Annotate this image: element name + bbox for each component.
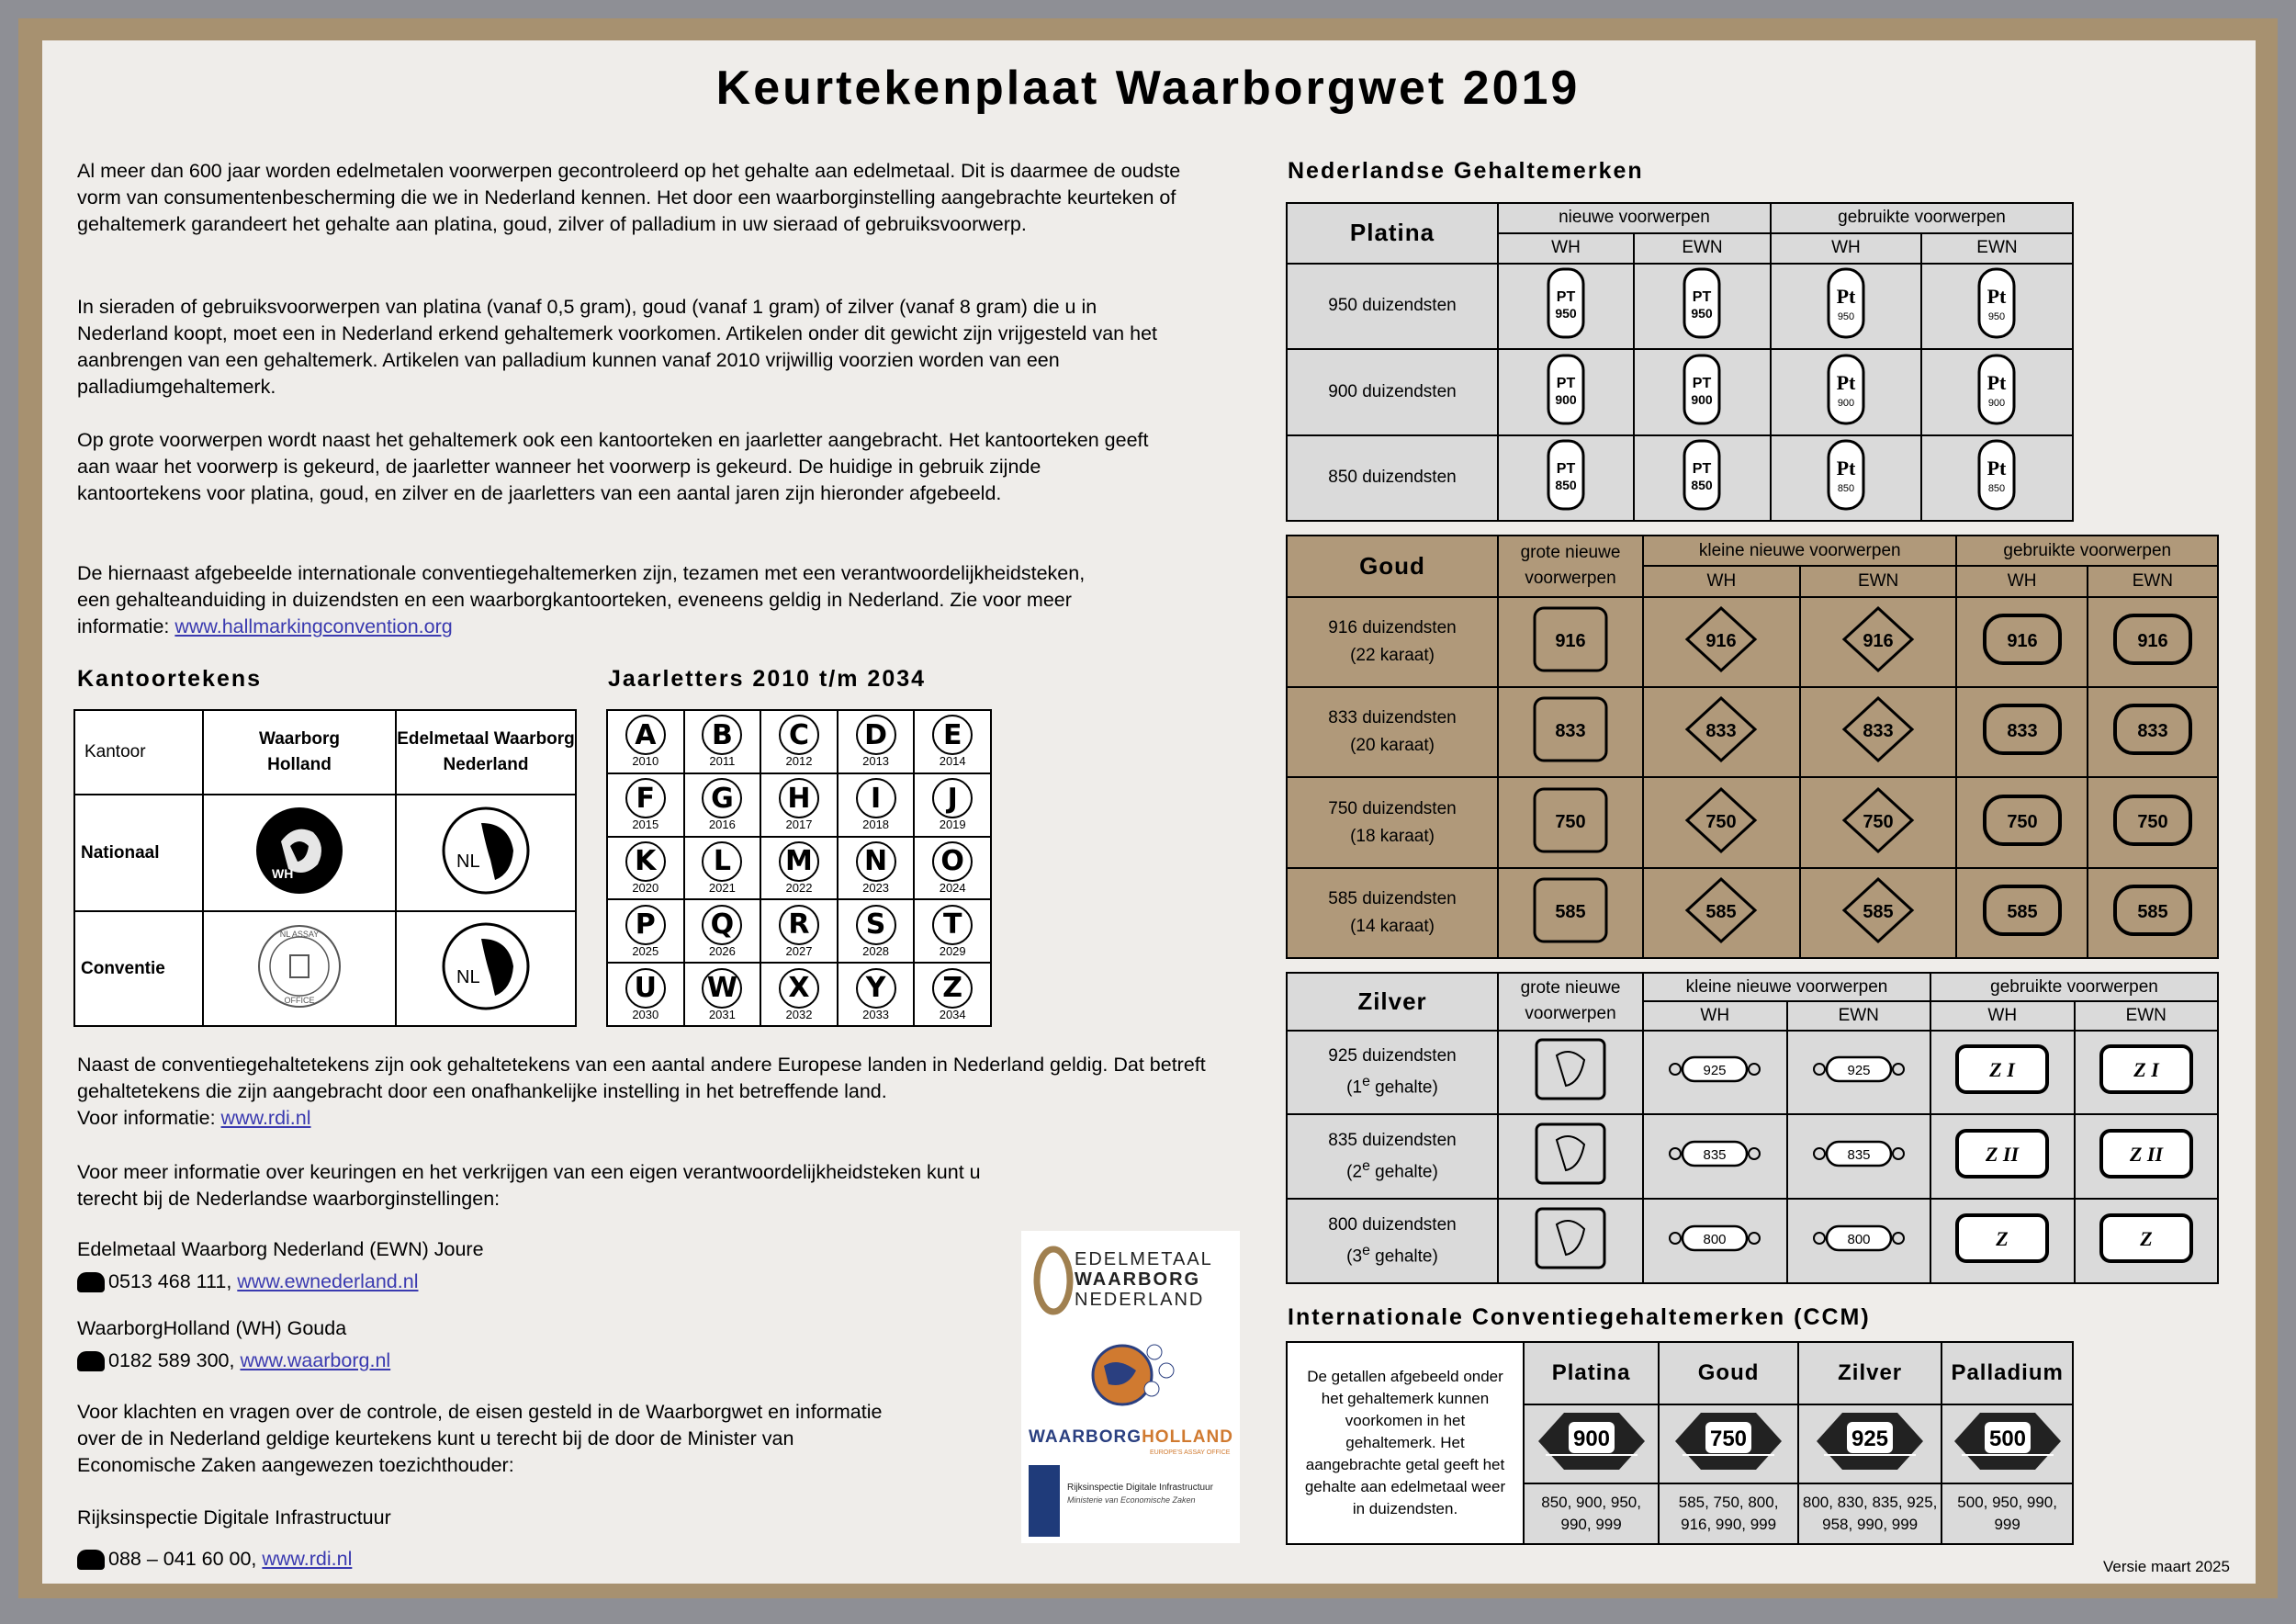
goud-row [1287, 597, 2218, 687]
zilver-small-header: kleine nieuwe voorwerpen [1643, 973, 1930, 1001]
svg-text:950: 950 [1555, 306, 1577, 321]
more-info-paragraph: Voor meer informatie over keuringen en het verkrijgen van een eigen verantwoordelijkheidsteken kunt u terecht bij de Nederlandse waarborginstellingen: [77, 1161, 981, 1210]
ewn-contact: Edelmetaal Waarborg Nederland (EWN) Joure 0513 468 111, www.ewnederland.nl [77, 1238, 484, 1292]
goud-row [1287, 777, 2218, 867]
jaarletter-cell [684, 963, 761, 1026]
svg-text:PT: PT [1693, 461, 1712, 478]
jaarletter-cell [607, 710, 684, 773]
jaarletter-cell [607, 837, 684, 900]
zilver-row [1287, 1114, 2218, 1199]
ccm-note: De getallen afgebeeld onder het gehaltemerk kunnen voorkomen in het gehaltemerk. Het aangebrachte getal geeft het gehalte aan edelmetaal weer in duizendsten. [1287, 1342, 1524, 1544]
goud-row-label: 833 duizendsten (20 karaat) [1287, 687, 1498, 777]
svg-text:750: 750 [2006, 811, 2038, 832]
intro-paragraph-4 [77, 560, 1087, 640]
platina-used-ewn: EWN [1921, 233, 2073, 264]
svg-text:OFFICE: OFFICE [284, 995, 315, 1005]
svg-text:900: 900 [1837, 397, 1855, 409]
jaarletter-year: 2029 [939, 943, 966, 958]
jaarletter-letter: I [856, 778, 896, 818]
jaarletter-year: 2012 [785, 754, 813, 769]
zilver-table [1286, 972, 2219, 1284]
jaarletter-year: 2017 [785, 818, 813, 832]
jaarletter-letter: E [932, 715, 973, 755]
zilver-row-label: 925 duizendsten (1e gehalte) [1287, 1031, 1498, 1115]
jaarletter-cell [684, 899, 761, 963]
platina-used-wh: WH [1771, 233, 1921, 264]
svg-text:585: 585 [2137, 901, 2168, 922]
version-label: Versie maart 2025 [2103, 1558, 2230, 1575]
svg-text:Pt: Pt [1987, 457, 2007, 480]
svg-text:Z I: Z I [1989, 1058, 2015, 1082]
jaarletter-year: 2028 [862, 943, 890, 958]
svg-text:Pt: Pt [1987, 285, 2007, 309]
svg-text:Z II: Z II [2129, 1143, 2163, 1167]
jaarletter-cell [914, 899, 991, 963]
rijksoverheid-logo-icon [1029, 1465, 1060, 1537]
zilver-row [1287, 1031, 2218, 1115]
svg-text:835: 835 [1847, 1147, 1871, 1164]
goud-mark-icon [2088, 777, 2218, 867]
ewn-link[interactable]: www.ewnederland.nl [237, 1270, 419, 1292]
svg-text:916: 916 [1705, 631, 1738, 652]
svg-text:916: 916 [2137, 631, 2168, 652]
goud-mark-icon [1800, 597, 1957, 687]
goud-row [1287, 868, 2218, 958]
ccm-mark-icon [1941, 1404, 2073, 1483]
jaarletter-letter: H [779, 778, 819, 818]
platina-mark-icon [1498, 435, 1634, 521]
goud-mark-icon [1800, 777, 1957, 867]
jaarletter-letter: O [932, 841, 973, 882]
other-countries-paragraph: Naast de conventiegehaltetekens zijn ook gehaltetekens van een aantal andere Europese landen in Nederland geldig. Dat betreft gehaltetekens die zijn aangebracht door een onafhankelijke instelling in het betreffende land. Voor informatie: www.rdi.nl [77, 1054, 1206, 1129]
wh-tagline: EUROPE'S ASSAY OFFICE [1150, 1449, 1231, 1456]
goud-label: Goud [1287, 536, 1498, 597]
zilver-used-wh: WH [1930, 1001, 2075, 1030]
goud-used-wh: WH [1956, 566, 2087, 597]
jaarletter-cell [914, 963, 991, 1026]
platina-mark-icon [1634, 349, 1771, 434]
jaarletter-letter: N [856, 841, 896, 882]
jaarletter-letter: K [625, 841, 666, 882]
svg-text:585: 585 [2006, 901, 2038, 922]
goud-mark-icon [1643, 687, 1800, 777]
ewn-logo-icon [1030, 1244, 1076, 1317]
rdi-contact: 088 – 041 60 00, www.rdi.nl [77, 1546, 1207, 1573]
svg-text:Z II: Z II [1986, 1143, 2020, 1167]
svg-text:PT: PT [1693, 289, 1712, 306]
ccm-values: 585, 750, 800, 916, 990, 999 [1659, 1483, 1798, 1544]
intro-paragraph-2: In sieraden of gebruiksvoorwerpen van platina (vanaf 0,5 gram), goud (vanaf 1 gram) of zilver (vanaf 8 gram) die u in Nederland koopt, moet een in Nederland erkend gehaltemerk voorkomen. Artikelen onder dit gewicht zijn vrijgesteld van het aanbrengen van een gehaltemerk. Artikelen van palladium kunnen vanaf 2010 vrijwillig voorzien worden van een palladiumgehaltemerk. [77, 296, 1158, 398]
jaarletter-letter: T [932, 905, 973, 945]
goud-mark-icon [1800, 868, 1957, 958]
jaar-heading: Jaarletters 2010 t/m 2034 [608, 666, 927, 692]
ewn-horse-conventie-icon [440, 920, 532, 1012]
svg-text:833: 833 [2006, 721, 2038, 742]
jaarletter-year: 2013 [862, 754, 890, 769]
svg-text:900: 900 [1555, 391, 1577, 407]
ewn-logo-line2: WAARBORG [1075, 1269, 1201, 1290]
svg-text:750: 750 [2137, 811, 2168, 832]
waarborgholland-logo-text: WAARBORGHOLLAND [1029, 1427, 1233, 1447]
row-conventie: Conventie [74, 911, 203, 1026]
platina-mark-icon [1771, 349, 1921, 434]
svg-text:Z I: Z I [2133, 1058, 2159, 1082]
jaarletter-cell [684, 837, 761, 900]
waarborgholland-globe-icon [1086, 1334, 1177, 1416]
zilver-row-label: 800 duizendsten (3e gehalte) [1287, 1199, 1498, 1283]
ccm-mark-icon [1524, 1404, 1659, 1483]
svg-text:PT: PT [1556, 289, 1576, 306]
wh-nationaal-mark [203, 795, 396, 911]
jaarletter-cell [838, 963, 915, 1026]
jaarletter-year: 2015 [632, 818, 659, 832]
svg-text:925: 925 [1851, 1427, 1889, 1451]
rdi-logo-line1: Rijksinspectie Digitale Infrastructuur [1067, 1483, 1213, 1493]
svg-text:916: 916 [2006, 631, 2038, 652]
goud-row-label: 750 duizendsten (18 karaat) [1287, 777, 1498, 867]
goud-small-header: kleine nieuwe voorwerpen [1643, 536, 1956, 566]
jaarletter-cell [760, 773, 838, 837]
kantoor-heading: Kantoortekens [77, 666, 263, 692]
svg-text:Pt: Pt [1987, 370, 2007, 394]
zilver-mark-icon [1643, 1114, 1787, 1199]
ewn-col-header: Edelmetaal Waarborg Nederland [396, 710, 576, 795]
jaarletter-year: 2025 [632, 943, 659, 958]
jaarletter-cell [684, 710, 761, 773]
zilver-mark-icon [1787, 1199, 1931, 1283]
wh-lion-mark-icon [253, 805, 345, 897]
waarborg-link[interactable]: www.waarborg.nl [240, 1349, 391, 1371]
goud-mark-icon [1643, 777, 1800, 867]
zilver-big-header: grote nieuwe voorwerpen [1498, 973, 1643, 1031]
platina-mark-icon [1921, 264, 2073, 349]
kantoor-table [73, 709, 577, 1027]
svg-text:950: 950 [1691, 306, 1714, 321]
zilver-mark-icon [1498, 1199, 1643, 1283]
goud-mark-icon [1956, 868, 2087, 958]
hallmarking-link[interactable]: www.hallmarkingconvention.org [174, 615, 453, 637]
ccm-heading: Internationale Conventiegehaltemerken (CCM) [1288, 1304, 1871, 1330]
jaarletter-year: 2022 [785, 880, 813, 895]
svg-text:WH: WH [272, 865, 294, 881]
jaarletter-year: 2032 [785, 1007, 813, 1021]
svg-text:835: 835 [1703, 1147, 1727, 1164]
ccm-col-header: Platina [1524, 1342, 1659, 1404]
jaarletter-letter: J [932, 778, 973, 818]
goud-mark-icon [2088, 687, 2218, 777]
jaarletter-letter: B [702, 715, 742, 755]
goud-mark-icon [1643, 597, 1800, 687]
zilver-mark-icon [2075, 1031, 2219, 1115]
platina-mark-icon [1921, 349, 2073, 434]
svg-text:750: 750 [1710, 1427, 1748, 1451]
svg-text:Z: Z [2140, 1227, 2153, 1251]
ccm-values: 850, 900, 950, 990, 999 [1524, 1483, 1659, 1544]
svg-text:850: 850 [1691, 478, 1714, 493]
svg-text:585: 585 [1705, 901, 1738, 922]
jaarletter-year: 2021 [708, 880, 736, 895]
goud-row-label: 916 duizendsten (22 karaat) [1287, 597, 1498, 687]
jaarletter-letter: X [779, 968, 819, 1009]
jaarletters-table [606, 709, 992, 1027]
platina-mark-icon [1921, 435, 2073, 521]
jaarletter-letter: Z [932, 968, 973, 1009]
jaarletter-year: 2024 [939, 880, 966, 895]
zilver-mark-icon [1787, 1114, 1931, 1199]
svg-text:833: 833 [2137, 721, 2168, 742]
platina-row [1287, 264, 2073, 349]
rdi-link[interactable]: www.rdi.nl [262, 1548, 353, 1570]
zilver-used-ewn: EWN [2075, 1001, 2219, 1030]
goud-mark-icon [1956, 597, 2087, 687]
ccm-table [1286, 1341, 2074, 1545]
jaarletter-cell [838, 773, 915, 837]
jaarletter-year: 2020 [632, 880, 659, 895]
goud-row-label: 585 duizendsten (14 karaat) [1287, 868, 1498, 958]
jaarletter-letter: F [625, 778, 666, 818]
intro-p4-text: De hiernaast afgebeelde internationale conventiegehaltemerken zijn, tezamen met een verantwoordelijkheidsteken, een gehalteanduiding in duizendsten en een waarborgkantoorteken, eveneens geldig in Nederland. Zie voor meer informatie: [77, 562, 1086, 637]
svg-text:Pt: Pt [1836, 370, 1856, 394]
phone-icon [77, 1272, 105, 1292]
svg-text:NL: NL [456, 966, 480, 987]
svg-text:750: 750 [1705, 811, 1738, 832]
jaarletter-cell [684, 773, 761, 837]
svg-text:833: 833 [1555, 721, 1586, 742]
wh-contact: WaarborgHolland (WH) Gouda 0182 589 300, www.waarborg.nl [77, 1317, 391, 1371]
jaarletter-year: 2033 [862, 1007, 890, 1021]
nl-heading: Nederlandse Gehaltemerken [1288, 158, 1644, 184]
rdi-name: Rijksinspectie Digitale Infrastructuur [77, 1506, 391, 1528]
rdi-logo-line2: Ministerie van Economische Zaken [1067, 1495, 1196, 1505]
platina-table [1286, 202, 2074, 522]
goud-mark-icon [1800, 687, 1957, 777]
zilver-mark-icon [1930, 1114, 2075, 1199]
goud-mark-icon [1498, 597, 1643, 687]
svg-text:585: 585 [1863, 901, 1894, 922]
svg-text:850: 850 [1988, 483, 2006, 495]
ewn-nationaal-mark [396, 795, 576, 911]
zilver-mark-icon [2075, 1114, 2219, 1199]
jaarletter-cell [838, 899, 915, 963]
svg-text:950: 950 [1837, 311, 1855, 323]
zilver-small-wh: WH [1643, 1001, 1787, 1030]
svg-text:850: 850 [1837, 483, 1855, 495]
ewn-logo-line3: NEDERLAND [1075, 1290, 1205, 1310]
jaarletter-year: 2031 [708, 1007, 736, 1021]
ccm-mark-icon [1659, 1404, 1798, 1483]
zilver-used-header: gebruikte voorwerpen [1930, 973, 2218, 1001]
svg-text:800: 800 [1847, 1232, 1871, 1248]
jaarletter-letter: G [702, 778, 742, 818]
row-nationaal: Nationaal [74, 795, 203, 911]
zilver-mark-icon [2075, 1199, 2219, 1283]
jaarletter-year: 2027 [785, 943, 813, 958]
jaarletter-cell [914, 837, 991, 900]
platina-row [1287, 435, 2073, 521]
ccm-mark-icon [1798, 1404, 1941, 1483]
jaarletter-year: 2014 [939, 754, 966, 769]
complaints-paragraph: Voor klachten en vragen over de controle, de eisen gesteld in de Waarborgwet en informatie over de in Nederland geldige keurtekens kunt u terecht bij de door de Minister van Economische Zaken aangewezen toezichthouder: [77, 1401, 883, 1476]
jaarletter-letter: D [856, 715, 896, 755]
wh-col-header: Waarborg Holland [203, 710, 396, 795]
jaarletter-letter: Y [856, 968, 896, 1009]
zilver-mark-icon [1643, 1199, 1787, 1283]
svg-text:PT: PT [1556, 375, 1576, 391]
svg-text:NL: NL [456, 851, 480, 872]
page-title: Keurtekenplaat Waarborgwet 2019 [715, 62, 1581, 115]
svg-text:916: 916 [1863, 631, 1894, 652]
ccm-values: 500, 950, 990, 999 [1941, 1483, 2073, 1544]
wh-conventie-mark [203, 911, 396, 1026]
jaarletter-year: 2023 [862, 880, 890, 895]
svg-text:900: 900 [1691, 391, 1714, 407]
jaarletter-letter: W [702, 968, 742, 1009]
svg-text:800: 800 [1703, 1232, 1727, 1248]
platina-mark-icon [1634, 264, 1771, 349]
goud-small-wh: WH [1643, 566, 1800, 597]
jaarletter-cell [838, 710, 915, 773]
goud-table [1286, 535, 2219, 959]
zilver-mark-icon [1930, 1199, 2075, 1283]
goud-mark-icon [2088, 868, 2218, 958]
jaarletter-cell [760, 710, 838, 773]
svg-text:500: 500 [1988, 1427, 2026, 1451]
platina-used-header: gebruikte voorwerpen [1771, 203, 2073, 233]
svg-text:750: 750 [1863, 811, 1894, 832]
ewn-logo-line1: EDELMETAAL [1075, 1249, 1213, 1269]
jaarletter-year: 2010 [632, 754, 659, 769]
jaarletter-letter: R [779, 905, 819, 945]
svg-text:925: 925 [1703, 1063, 1727, 1079]
svg-text:916: 916 [1555, 631, 1586, 652]
svg-text:585: 585 [1555, 901, 1586, 922]
jaarletter-cell [838, 837, 915, 900]
goud-mark-icon [1956, 777, 2087, 867]
platina-mark-icon [1498, 349, 1634, 434]
svg-text:850: 850 [1555, 478, 1577, 493]
goud-mark-icon [2088, 597, 2218, 687]
platina-row-label: 900 duizendsten [1287, 349, 1498, 434]
svg-text:900: 900 [1572, 1427, 1610, 1451]
jaarletter-cell [914, 773, 991, 837]
jaarletter-letter: P [625, 905, 666, 945]
svg-text:PT: PT [1693, 375, 1712, 391]
jaarletter-year: 2019 [939, 818, 966, 832]
platina-new-ewn: EWN [1634, 233, 1771, 264]
ewn-horse-mark-icon [440, 805, 532, 897]
jaarletter-cell [914, 710, 991, 773]
assay-office-mark-icon [253, 920, 345, 1012]
jaarletter-letter: C [779, 715, 819, 755]
intro-paragraph-1: Al meer dan 600 jaar worden edelmetalen voorwerpen gecontroleerd op het gehalte aan edelmetaal. Dit is daarmee de oudste vorm van consumentenbescherming die we in Nederland kennen. Het door een waarborginstelling aangebrachte keurteken of gehaltemerk garandeert het gehalte aan platina, goud, zilver of palladium in uw sieraad of gebruiksvoorwerp. [77, 160, 1181, 235]
jaarletter-year: 2011 [709, 754, 736, 769]
platina-mark-icon [1498, 264, 1634, 349]
goud-small-ewn: EWN [1800, 566, 1957, 597]
jaarletter-year: 2018 [862, 818, 890, 832]
goud-mark-icon [1498, 777, 1643, 867]
zilver-mark-icon [1498, 1031, 1643, 1115]
zilver-mark-icon [1498, 1114, 1643, 1199]
svg-text:833: 833 [1705, 721, 1738, 742]
phone-icon [77, 1550, 105, 1570]
jaarletter-letter: Q [702, 905, 742, 945]
platina-mark-icon [1771, 435, 1921, 521]
svg-text:Z: Z [1996, 1227, 2009, 1251]
jaarletter-year: 2026 [708, 943, 736, 958]
jaarletter-year: 2034 [939, 1007, 966, 1021]
goud-used-ewn: EWN [2088, 566, 2218, 597]
goud-mark-icon [1643, 868, 1800, 958]
goud-mark-icon [1498, 868, 1643, 958]
platina-mark-icon [1634, 435, 1771, 521]
ccm-values: 800, 830, 835, 925, 958, 990, 999 [1798, 1483, 1941, 1544]
ccm-col-header: Goud [1659, 1342, 1798, 1404]
svg-text:NL ASSAY: NL ASSAY [279, 929, 320, 939]
platina-new-wh: WH [1498, 233, 1634, 264]
phone-icon [77, 1351, 105, 1371]
logos-panel [1021, 1231, 1240, 1543]
ewn-conventie-mark [396, 911, 576, 1026]
svg-text:925: 925 [1847, 1063, 1871, 1079]
zilver-row [1287, 1199, 2218, 1283]
jaarletter-cell [760, 899, 838, 963]
svg-text:900: 900 [1988, 397, 2006, 409]
intro-paragraph-3: Op grote voorwerpen wordt naast het gehaltemerk ook een kantoorteken en jaarletter aangebracht. Het kantoorteken geeft aan waar het voorwerp is gekeurd, de jaarletter wanneer het voorwerp is gekeurd. De huidige in gebruik zijnde kantoortekens voor platina, goud, en zilver en de jaarletters van een aantal jaren zijn hieronder afgebeeld. [77, 429, 1149, 504]
jaarletter-cell [607, 773, 684, 837]
jaarletter-letter: A [625, 715, 666, 755]
platina-row-label: 950 duizendsten [1287, 264, 1498, 349]
goud-mark-icon [1956, 687, 2087, 777]
jaarletter-year: 2030 [632, 1007, 659, 1021]
svg-text:950: 950 [1988, 311, 2006, 323]
jaarletter-cell [607, 899, 684, 963]
platina-mark-icon [1771, 264, 1921, 349]
svg-text:Pt: Pt [1836, 457, 1856, 480]
ccm-col-header: Palladium [1941, 1342, 2073, 1404]
goud-row [1287, 687, 2218, 777]
goud-used-header: gebruikte voorwerpen [1956, 536, 2218, 566]
jaarletter-letter: L [702, 841, 742, 882]
svg-text:833: 833 [1863, 721, 1894, 742]
jaarletter-cell [607, 963, 684, 1026]
platina-row-label: 850 duizendsten [1287, 435, 1498, 521]
jaarletter-cell [760, 837, 838, 900]
jaarletter-cell [760, 963, 838, 1026]
jaarletter-year: 2016 [708, 818, 736, 832]
zilver-small-ewn: EWN [1787, 1001, 1931, 1030]
svg-text:750: 750 [1555, 811, 1586, 832]
jaarletter-letter: S [856, 905, 896, 945]
platina-new-header: nieuwe voorwerpen [1498, 203, 1771, 233]
platina-label: Platina [1287, 203, 1498, 264]
goud-big-header: grote nieuwe voorwerpen [1498, 536, 1643, 597]
goud-mark-icon [1498, 687, 1643, 777]
zilver-label: Zilver [1287, 973, 1498, 1031]
jaarletter-letter: M [779, 841, 819, 882]
rdi-info-link[interactable]: www.rdi.nl [220, 1107, 311, 1129]
zilver-mark-icon [1643, 1031, 1787, 1115]
platina-row [1287, 349, 2073, 434]
ccm-col-header: Zilver [1798, 1342, 1941, 1404]
zilver-row-label: 835 duizendsten (2e gehalte) [1287, 1114, 1498, 1199]
zilver-mark-icon [1787, 1031, 1931, 1115]
svg-text:Pt: Pt [1836, 285, 1856, 309]
kantoor-col-header: Kantoor [74, 710, 203, 795]
jaarletter-letter: U [625, 968, 666, 1009]
svg-text:PT: PT [1556, 461, 1576, 478]
zilver-mark-icon [1930, 1031, 2075, 1115]
